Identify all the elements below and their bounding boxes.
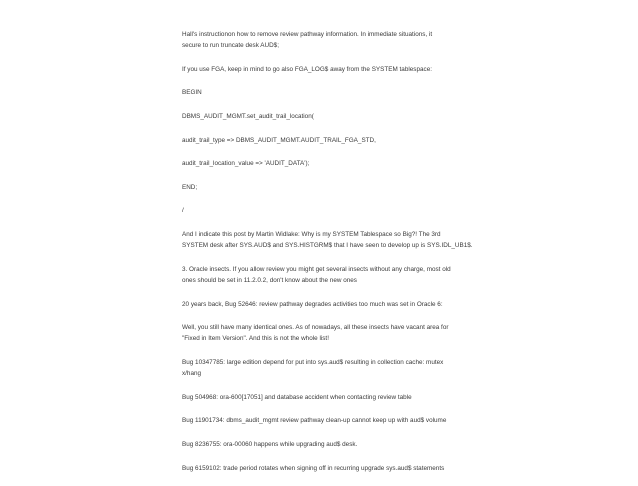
paragraph-line: Hall's instructionon how to remove review pathway information. In immediate situations, it [182,31,433,38]
paragraph-3 [182,87,482,98]
paragraph-9 [182,229,482,251]
paragraph-8 [182,205,482,216]
paragraph-line: 20 years back, Bug 52646: review pathway degrades activities too much was set in Oracle 6: [182,300,443,308]
paragraph-10 [182,264,482,286]
paragraph-5 [182,135,482,146]
paragraph-2 [182,64,482,75]
paragraph-line: END; [182,183,198,191]
paragraph-line: Bug 11901734: dbms_audit_mgmt review pathway clean-up cannot keep up with aud$ volume [182,417,447,425]
paragraph-line: Bug 504968: ora-600[17051] and database accident when contacting review table [182,393,412,401]
paragraph-line: And I indicate this post by Martin Widlake: Why is my SYSTEM Tablespace so Big?! The 3rd [182,230,441,238]
paragraph-11 [182,299,482,310]
paragraph-line: audit_trail_type => DBMS_AUDIT_MGMT.AUDIT_TRAIL_FGA_STD, [182,136,376,144]
paragraph-line: / [182,207,184,215]
paragraph-line: Well, you still have many identical ones. As of nowadays, all these insects have vacant area for [182,324,449,332]
paragraph-line: DBMS_AUDIT_MGMT.set_audit_trail_location( [182,112,314,120]
paragraph-line: secure to run truncate desk AUD$; [182,42,279,50]
paragraph-17 [182,463,482,474]
paragraph-14 [182,392,482,403]
paragraph-line: 3. Oracle insects. If you allow review you might get several insects without any charge, most old [182,265,451,273]
paragraph-line: SYSTEM desk after SYS.AUD$ and SYS.HISTGRM$ that I have seen to develop up is SYS.IDL_UB1$. [182,242,473,250]
paragraph-line: audit_trail_location_value => 'AUDIT_DATA'); [182,160,310,168]
paragraph-15 [182,415,482,426]
paragraph-12 [182,322,482,344]
paragraph-16 [182,439,482,450]
paragraph-1 [182,29,482,51]
paragraph-line: Bug 8236755: ora-00060 happens while upgrading aud$ desk. [182,440,358,448]
document-body [182,29,482,486]
paragraph-line: Bug 10347785: large edition depend for put into sys.aud$ resulting in collection cache: mutex [182,358,444,366]
paragraph-line: "Fixed in Item Version". And this is not the whole list! [182,335,329,343]
paragraph-line: If you use FGA, keep in mind to go also FGA_LOG$ away from the SYSTEM tablespace: [182,65,432,73]
paragraph-line: BEGIN [182,89,202,97]
paragraph-6 [182,158,482,169]
paragraph-4 [182,111,482,122]
paragraph-line: x/hang [182,370,202,378]
paragraph-7 [182,182,482,193]
paragraph-13 [182,357,482,379]
paragraph-line: ones should be set in 11.2.0.2, don't know about the new ones [182,276,357,284]
paragraph-line: Bug 6159102: trade period rotates when signing off in recurring upgrade sys.aud$ statements [182,464,445,472]
